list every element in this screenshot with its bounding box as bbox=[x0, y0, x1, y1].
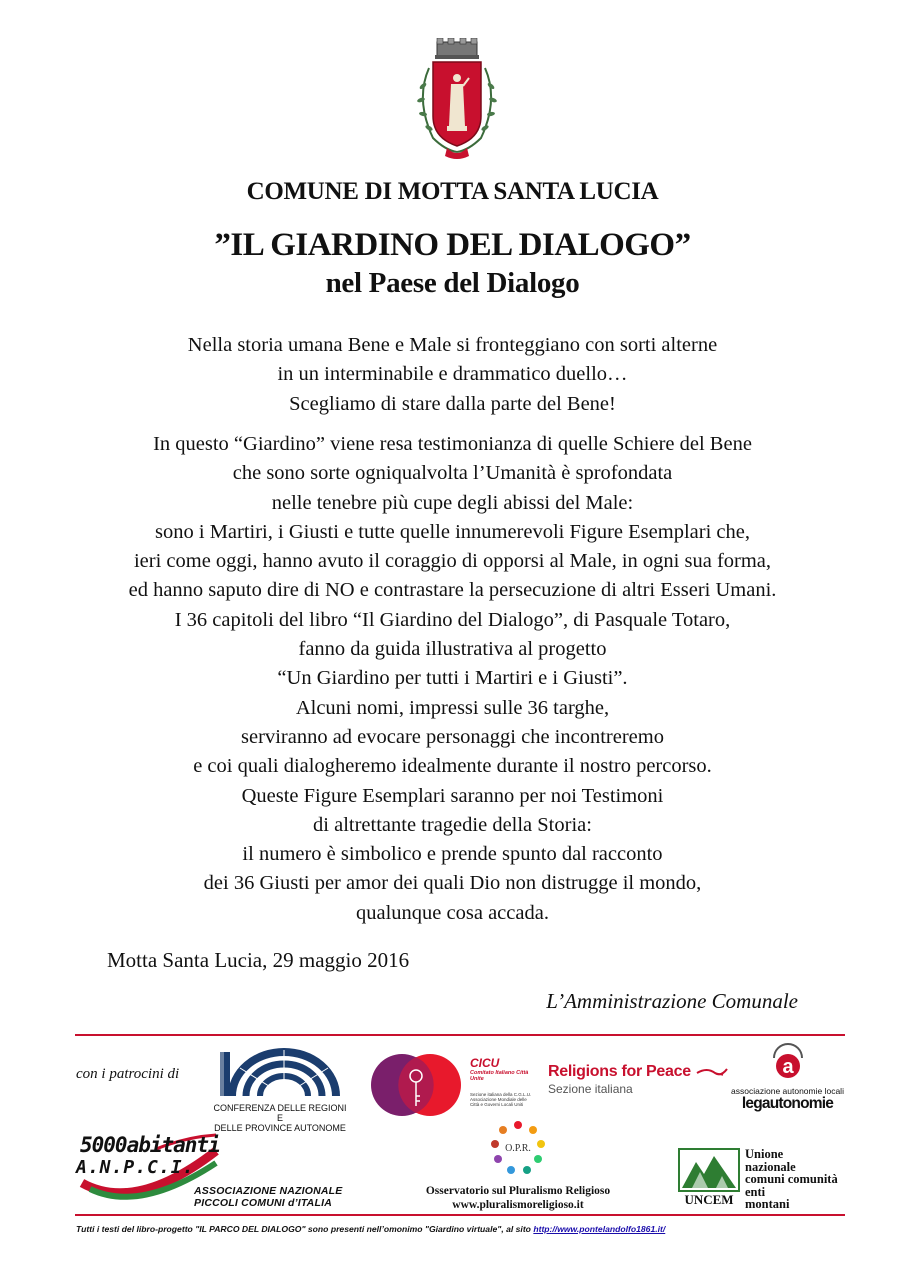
body-line: Queste Figure Esemplari saranno per noi Testimoni bbox=[241, 784, 664, 807]
anpci-abbreviation: A.N.P.C.I. bbox=[76, 1157, 195, 1178]
body-line: che sono sorte ogniqualvolta l’Umanità è sprofondata bbox=[232, 462, 673, 485]
rfp-subtitle: Sezione italiana bbox=[548, 1082, 633, 1096]
conferenza-line: CONFERENZA DELLE REGIONI E bbox=[213, 1103, 347, 1123]
body-line: In questo “Giardino” viene resa testimonianza di quelle Schiere del Bene bbox=[153, 433, 752, 455]
lega-mark: a bbox=[781, 1056, 794, 1078]
footer-text: Tutti i testi del libro-progetto "IL PARCO DEL DIALOGO" sono presenti nell’omonimo "Giardino virtuale", al sito bbox=[76, 1224, 534, 1234]
conferenza-regioni-logo bbox=[210, 1048, 350, 1133]
intro-line: Scegliamo di stare dalla parte del Bene! bbox=[289, 392, 616, 415]
cicu-title: CICU bbox=[470, 1056, 500, 1070]
footer-note bbox=[76, 1224, 665, 1234]
dateline: Motta Santa Lucia, 29 maggio 2016 bbox=[107, 948, 410, 972]
body-line: e coi quali dialogheremo idealmente durante il nostro percorso. bbox=[193, 755, 712, 778]
page-subtitle: nel Paese del Dialogo bbox=[325, 267, 580, 299]
main-paragraph bbox=[0, 430, 905, 928]
anpci-name-line: ASSOCIAZIONE NAZIONALE bbox=[194, 1185, 343, 1197]
divider-top bbox=[75, 1034, 845, 1036]
opr-url: www.pluralismoreligioso.it bbox=[452, 1199, 584, 1211]
body-line: “Un Giardino per tutti i Martiri e i Giusti”. bbox=[277, 667, 628, 690]
uncem-wordmark: UNCEM bbox=[684, 1192, 734, 1207]
signature: L’Amministrazione Comunale bbox=[546, 989, 798, 1013]
opr-mark: O.P.R. bbox=[505, 1143, 531, 1154]
footer-link[interactable]: http://www.pontelandolfo1861.it/ bbox=[533, 1224, 666, 1234]
divider-bottom bbox=[75, 1214, 845, 1216]
municipal-crest-icon bbox=[411, 38, 503, 162]
religions-for-peace-logo bbox=[548, 1063, 729, 1096]
arches-icon bbox=[210, 1048, 350, 1096]
body-line: sono i Martiri, i Giusti e tutte quelle innumerevoli Figure Esemplari che, bbox=[155, 520, 750, 543]
page-title: ”IL GIARDINO DEL DIALOGO” bbox=[214, 227, 691, 263]
opr-dots-icon bbox=[488, 1120, 548, 1176]
intro-paragraph bbox=[0, 331, 905, 419]
uncem-name-line: enti bbox=[745, 1184, 766, 1199]
cicu-subtitle: Comitato Italiano Città Unite bbox=[470, 1070, 529, 1082]
body-line: fanno da guida illustrativa al progetto bbox=[298, 638, 607, 661]
body-line: Alcuni nomi, impressi sulle 36 targhe, bbox=[295, 696, 610, 719]
uncem-name-line: Unione bbox=[745, 1147, 784, 1161]
rfp-title: Religions for Peace bbox=[548, 1063, 691, 1080]
opr-name: Osservatorio sul Pluralismo Religioso bbox=[425, 1185, 611, 1197]
body-line: ed hanno saputo dire di NO e contrastare la persecuzione di altri Esseri Umani. bbox=[128, 579, 777, 602]
patrocini-label: con i patrocini di bbox=[76, 1066, 180, 1082]
anpci-name-line: PICCOLI COMUNI d’ITALIA bbox=[194, 1197, 332, 1209]
cicu-logo bbox=[368, 1050, 538, 1120]
intro-line: in un interminabile e drammatico duello… bbox=[277, 363, 628, 386]
cicu-circles-icon bbox=[368, 1050, 468, 1120]
conferenza-line: DELLE PROVINCE AUTONOME bbox=[214, 1123, 346, 1133]
legautonomie-logo bbox=[725, 1040, 850, 1112]
anpci-top-text: 5000abitanti bbox=[80, 1133, 220, 1157]
body-line: ieri come oggi, hanno avuto il coraggio di opporsi al Male, in ogni sua forma, bbox=[133, 550, 772, 573]
anpci-logo bbox=[76, 1127, 366, 1209]
lega-wordmark: legautonomie bbox=[741, 1095, 834, 1112]
opr-logo bbox=[420, 1120, 616, 1211]
body-line: di altrettante tragedie della Storia: bbox=[313, 813, 592, 836]
body-line: dei 36 Giusti per amor dei quali Dio non distrugge il mondo, bbox=[203, 872, 702, 895]
uncem-name bbox=[745, 1148, 838, 1211]
body-line: nelle tenebre più cupe degli abissi del Male: bbox=[271, 491, 634, 514]
intro-line: Nella storia umana Bene e Male si fronteggiano con sorti alterne bbox=[187, 334, 718, 356]
uncem-name-line: nazionale bbox=[745, 1159, 796, 1174]
uncem-name-line: montani bbox=[745, 1197, 790, 1212]
cicu-small-text: Sezione italiana della C.G.L.U. Associazione Mondiale delle Città e Governi Locali Uniti bbox=[470, 1092, 532, 1108]
lega-subtitle: associazione autonomie locali bbox=[731, 1086, 844, 1096]
uncem-mountains-icon bbox=[678, 1148, 740, 1192]
uncem-name-line: comuni comunità bbox=[745, 1172, 838, 1187]
body-line: serviranno ad evocare personaggi che incontreremo bbox=[241, 725, 664, 748]
municipality-name: COMUNE DI MOTTA SANTA LUCIA bbox=[246, 178, 659, 205]
dove-icon bbox=[695, 1065, 729, 1079]
body-line: qualunque cosa accada. bbox=[356, 901, 549, 924]
body-line: il numero è simbolico e prende spunto dal racconto bbox=[242, 843, 663, 866]
body-line: I 36 capitoli del libro “Il Giardino del Dialogo”, di Pasquale Totaro, bbox=[174, 608, 731, 631]
uncem-logo bbox=[678, 1148, 858, 1210]
lega-a-icon bbox=[768, 1040, 808, 1080]
